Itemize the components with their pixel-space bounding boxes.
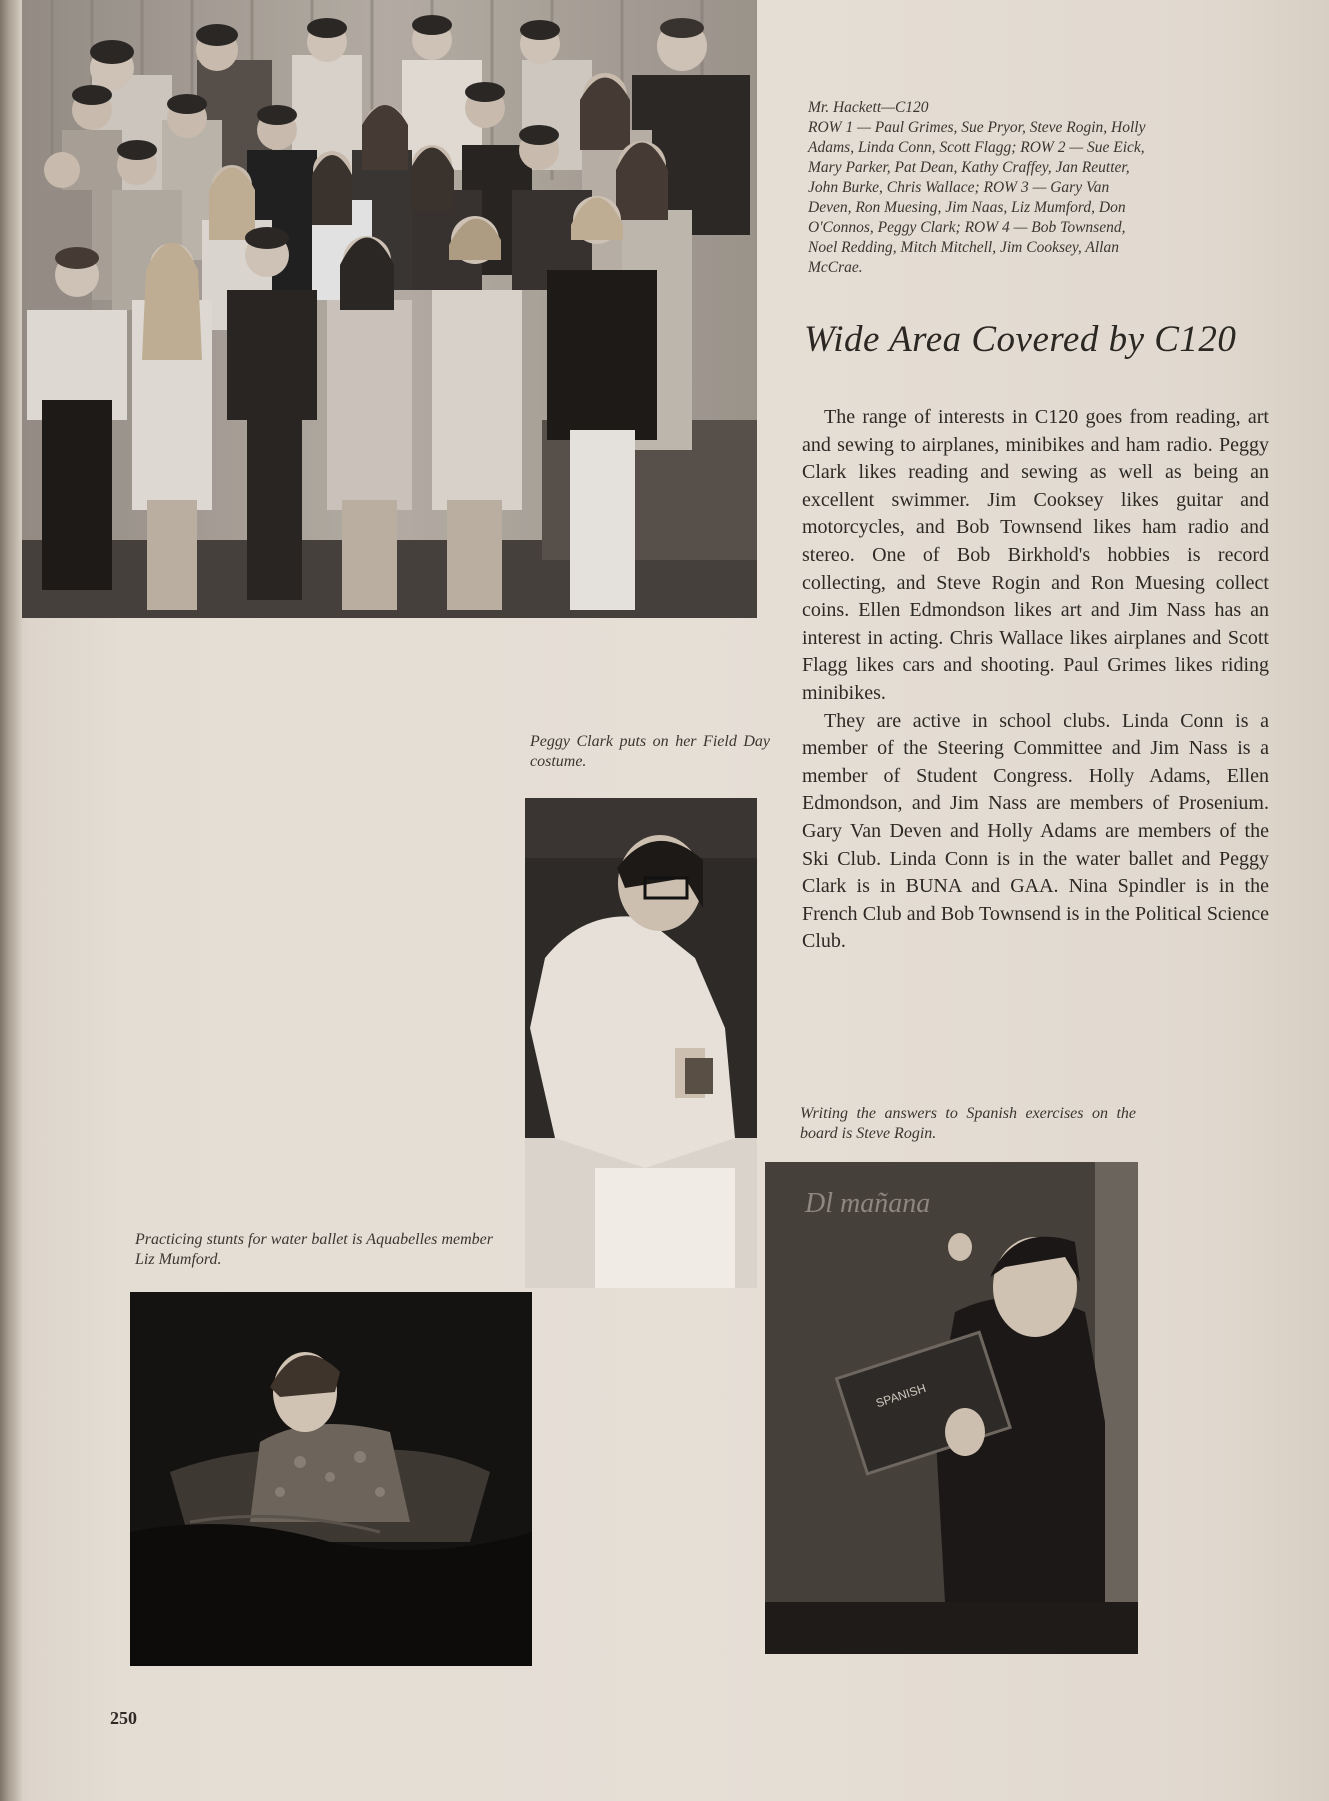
caption-line: O'Connos, Peggy Clark; ROW 4 — Bob Townsend,	[808, 219, 1126, 236]
article-headline: Wide Area Covered by C120	[804, 319, 1237, 360]
caption-line: McCrae.	[808, 259, 863, 276]
caption-line: Mary Parker, Pat Dean, Kathy Craffey, Jan Reutter,	[808, 159, 1130, 176]
caption-line: Noel Redding, Mitch Mitchell, Jim Cooksey, Allan	[808, 239, 1119, 256]
liz-mumford-photo	[130, 1292, 532, 1666]
caption-line: Deven, Ron Muesing, Jim Naas, Liz Mumford, Don	[808, 199, 1126, 216]
body-paragraph: The range of interests in C120 goes from reading, art and sewing to airplanes, minibikes and ham radio. Peggy Clark likes reading and sewing as well as being an excellent swimmer. Jim Cooksey likes guitar and motorcycles, and Bob Townsend likes ham radio and stereo. One of Bob Birkhold's hobbies is record collecting, and Steve Rogin and Ron Muesing collect coins. Ellen Edmondson likes art and Jim Nass has an interest in acting. Chris Wallace likes airplanes and Scott Flagg likes cars and shooting. Paul Grimes likes riding minibikes.	[802, 406, 1269, 704]
steve-rogin-photo	[765, 1162, 1138, 1654]
chalkboard-text: Dl mañana	[805, 1188, 931, 1219]
caption-line: ROW 1 — Paul Grimes, Sue Pryor, Steve Rogin, Holly	[808, 119, 1146, 136]
ballet-caption: Practicing stunts for water ballet is Aquabelles member Liz Mumford.	[135, 1231, 493, 1268]
body-paragraph: They are active in school clubs. Linda Conn is a member of the Steering Committee and Jim Nass is a member of Student Congress. Holly Adams, Ellen Edmondson, and Jim Nass are members of Prosenium. Gary Van Deven and Holly Adams are members of the Ski Club. Linda Conn is in the water ballet and Peggy Clark is in BUNA and GAA. Nina Spindler is in the French Club and Bob Townsend is in the Political Science Club.	[802, 709, 1269, 953]
caption-line: Mr. Hackett—C120	[808, 99, 929, 116]
article-body	[802, 404, 1269, 956]
book-cover-text: SPANISH	[874, 1380, 928, 1411]
page-number: 250	[110, 1708, 137, 1728]
page-binding-shadow	[0, 0, 22, 1801]
caption-line: Adams, Linda Conn, Scott Flagg; ROW 2 — Sue Eick,	[808, 139, 1145, 156]
peggy-clark-photo	[525, 798, 757, 1288]
spanish-caption: Writing the answers to Spanish exercises on the board is Steve Rogin.	[800, 1105, 1136, 1142]
caption-line: John Burke, Chris Wallace; ROW 3 — Gary Van	[808, 179, 1110, 196]
group-photo	[22, 0, 757, 618]
group-photo-caption	[808, 98, 1271, 278]
peggy-caption: Peggy Clark puts on her Field Day costume.	[530, 733, 770, 770]
